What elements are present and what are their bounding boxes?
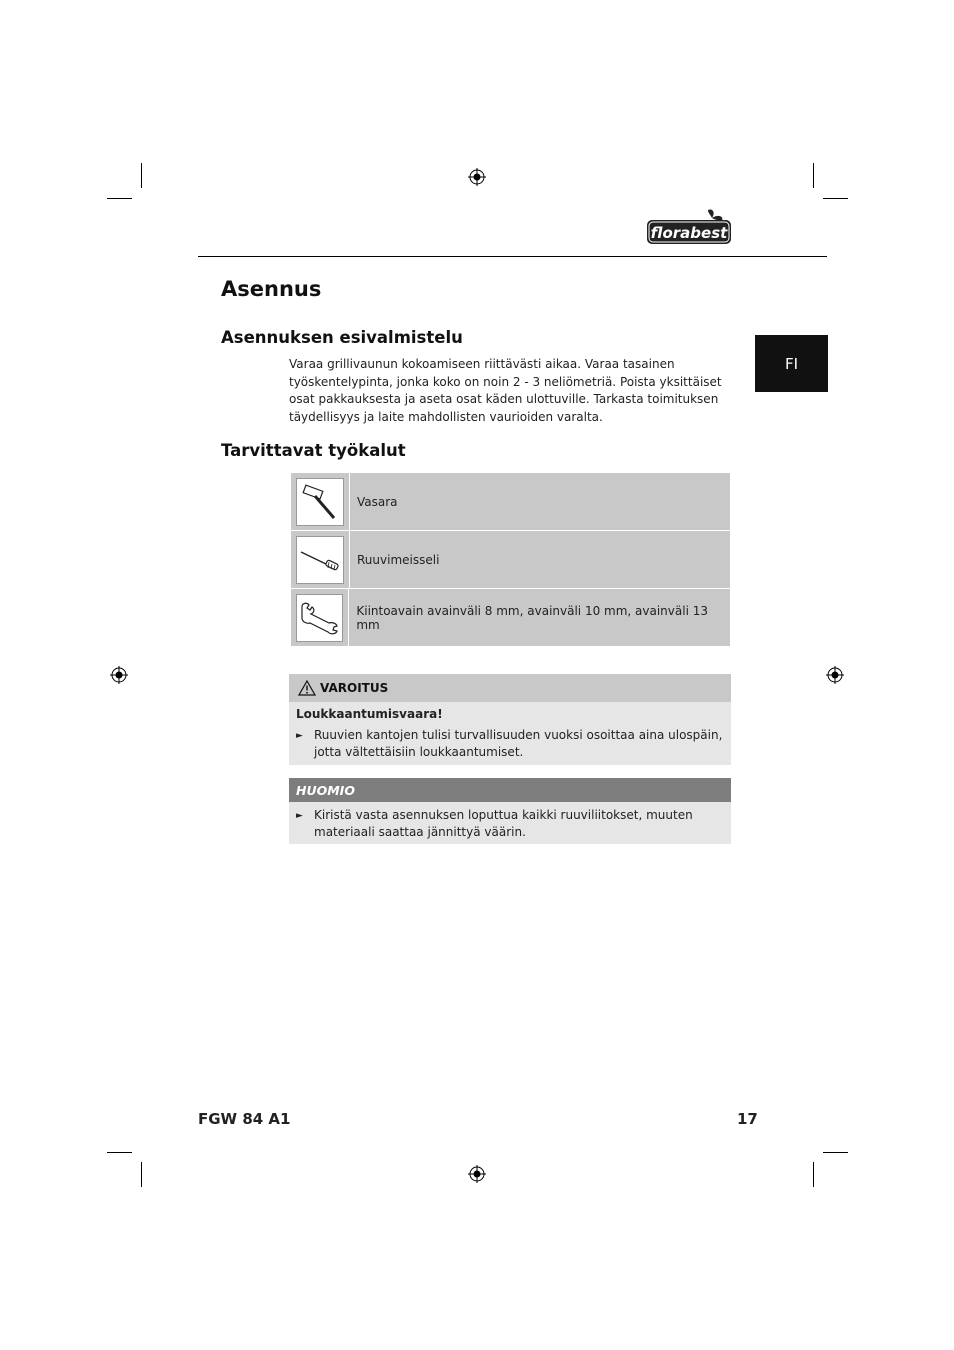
preparation-paragraph: Varaa grillivaunun kokoamiseen riittävästi aikaa. Varaa tasainen työskentelypinta, jonka koko on noin 2 - 3 neliömetriä. Poista yksittäiset osat pakkauksesta ja aseta osat käden ulottuville. Tarkasta toimituksen täydellisyys ja laite mahdollisten vaurioiden varalta. — [289, 357, 722, 424]
warning-box — [289, 674, 731, 765]
section-heading-tools: Tarvittavat työkalut — [221, 441, 406, 460]
bullet-arrow-icon: ► — [296, 731, 303, 741]
hammer-icon — [296, 478, 344, 526]
warning-header — [289, 674, 731, 702]
crop-mark — [141, 163, 142, 188]
warning-title: VAROITUS — [320, 681, 389, 695]
note-box — [289, 778, 731, 844]
registration-mark-icon — [468, 168, 486, 186]
language-tab: FI — [755, 335, 828, 392]
page-title: Asennus — [221, 277, 322, 301]
note-body — [289, 802, 731, 844]
footer-model: FGW 84 A1 — [198, 1110, 291, 1128]
warning-subtitle: Loukkaantumisvaara! — [296, 707, 443, 721]
tool-row — [291, 473, 730, 530]
crop-mark — [107, 198, 132, 199]
crop-mark — [141, 1162, 142, 1187]
section-heading-preparation: Asennuksen esivalmistelu — [221, 328, 463, 347]
crop-mark — [823, 198, 848, 199]
header-rule — [198, 256, 827, 257]
warning-body — [289, 702, 731, 765]
tool-row — [291, 589, 730, 646]
tool-label: Vasara — [357, 494, 398, 509]
list-item — [296, 807, 723, 841]
warning-item-text: Ruuvien kantojen tulisi turvallisuuden vuoksi osoittaa aina ulospäin, jotta vältettäisiin loukkaantumiset. — [314, 728, 723, 759]
tool-row — [291, 531, 730, 588]
page-number: 17 — [737, 1110, 758, 1128]
bullet-arrow-icon: ► — [296, 811, 303, 821]
brand-logo-text: florabest — [650, 224, 728, 242]
note-header — [289, 778, 731, 802]
warning-triangle-icon — [298, 680, 316, 696]
tool-label: Kiintoavain avainväli 8 mm, avainväli 10 mm, avainväli 13 mm — [356, 603, 708, 632]
crop-mark — [813, 1162, 814, 1187]
wrench-icon — [296, 594, 343, 642]
note-item-text: Kiristä vasta asennuksen loputtua kaikki ruuviliitokset, muuten materiaali saattaa jännittyä väärin. — [314, 808, 693, 839]
tools-table — [291, 473, 730, 647]
crop-mark — [813, 163, 814, 188]
tool-label: Ruuvimeisseli — [357, 552, 440, 567]
list-item — [296, 727, 723, 761]
registration-mark-icon — [110, 666, 128, 684]
note-title: HUOMIO — [296, 782, 355, 798]
registration-mark-icon — [826, 666, 844, 684]
crop-mark — [823, 1152, 848, 1153]
screwdriver-icon — [296, 536, 344, 584]
registration-mark-icon — [468, 1165, 486, 1183]
brand-logo — [646, 208, 732, 246]
crop-mark — [107, 1152, 132, 1153]
